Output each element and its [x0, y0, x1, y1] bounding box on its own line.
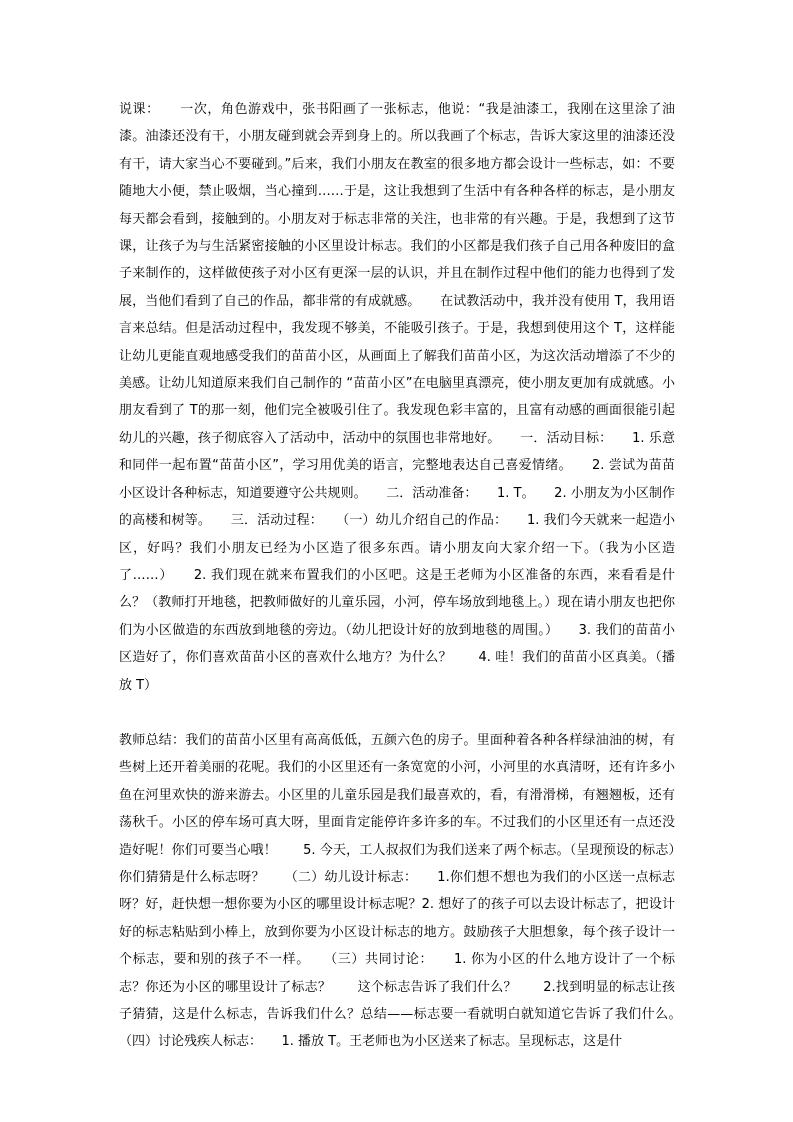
document-body — [119, 96, 702, 1056]
lesson-explanation-paragraph: 说课： 一次，角色游戏中，张书阳画了一张标志，他说：“我是油漆工，我刚在这里涂了油漆。油漆还没有干，小朋友碰到就会弄到身上的。所以我画了个标志，告诉大家这里的油漆还没有干，请大家当心不要碰到。”后来，我们小朋友在教室的很多地方都会设计一些标志，如：不要随地大小便，禁止吸烟，当心撞到……于是，这让我想到了生活中有各种各样的标志，是小朋友每天都会看到，接触到的。小朋友对于标志非常的关注，也非常的有兴趣。于是，我想到了这节课，让孩子为与生活紧密接触的小区里设计标志。我们的小区都是我们孩子自己用各种废旧的盒子来制作的，这样做使孩子对小区有更深一层的认识，并且在制作过程中他们的能力也得到了发展，当他们看到了自己的作品，都非常的有成就感。 在试教活动中，我并没有使用 T，我用语言来总结。但是活动过程中，我发现不够美，不能吸引孩子。于是，我想到使用这个 T，这样能让幼儿更能直观地感受我们的苗苗小区，从画面上了解我们苗苗小区，为这次活动增添了不少的美感。让幼儿知道原来我们自己制作的 “苗苗小区”在电脑里真漂亮，使小朋友更加有成就感。小朋友看到了 T的那一刻，他们完全被吸引住了。我发现色彩丰富的，且富有动感的画面很能引起幼儿的兴趣，孩子彻底容入了活动中，活动中的氛围也非常地好。 一．活动目标： 1. 乐意和同伴一起布置“苗苗小区”，学习用优美的语言，完整地表达自己喜爱情绪。 2. 尝试为苗苗小区设计各种标志，知道要遵守公共规则。 二．活动准备： 1. T。 2. 小朋友为小区制作的高楼和树等。 三．活动过程： （一）幼儿介绍自己的作品： 1. 我们今天就来一起造小区，好吗？我们小朋友已经为小区造了很多东西。请小朋友向大家介绍一下。（我为小区造了……） 2. 我们现在就来布置我们的小区吧。这是王老师为小区准备的东西，来看看是什么？（教师打开地毯，把教师做好的儿童乐园，小河，停车场放到地毯上。）现在请小朋友也把你们为小区做造的东西放到地毯的旁边。（幼儿把设计好的放到地毯的周围。） 3. 我们的苗苗小区造好了，你们喜欢苗苗小区的喜欢什么地方？为什么？ 4. 哇！我们的苗苗小区真美。（播放 T） — [119, 102, 675, 693]
teacher-summary-paragraph: 教师总结：我们的苗苗小区里有高高低低，五颜六色的房子。里面种着各种各样绿油油的树，有些树上还开着美丽的花呢。我们的小区里还有一条宽宽的小河，小河里的水真清呀，还有许多小鱼在河里欢快的游来游去。小区里的儿童乐园是我们最喜欢的，看，有滑滑梯，有翘翘板，还有荡秋千。小区的停车场可真大呀，里面肯定能停许多许多的车。不过我们的小区里还有一点还没造好呢！你们可要当心哦！ 5. 今天，工人叔叔们为我们送来了两个标志。（呈现预设的标志）你们猜猜是什么标志呀？ （二）幼儿设计标志： 1.你们想不想也为我们的小区送一点标志呀？好，赶快想一想你要为小区的哪里设计标志呢？2. 想好了的孩子可以去设计标志了，把设计好的标志粘贴到小棒上，放到你要为小区设计标志的地方。鼓励孩子大胆想象，每个孩子设计一个标志，要和别的孩子不一样。 （三）共同讨论： 1. 你为小区的什么地方设计了一个标志？你还为小区的哪里设计了标志？ 这个标志告诉了我们什么？ 2.找到明显的标志让孩子猜猜，这是什么标志，告诉我们什么？总结——标志要一看就明白就知道它告诉了我们什么。 （四）讨论残疾人标志： 1. 播放 T。王老师也为小区送来了标志。呈现标志，这是什 — [119, 732, 702, 1050]
paragraph-gap — [119, 699, 675, 727]
